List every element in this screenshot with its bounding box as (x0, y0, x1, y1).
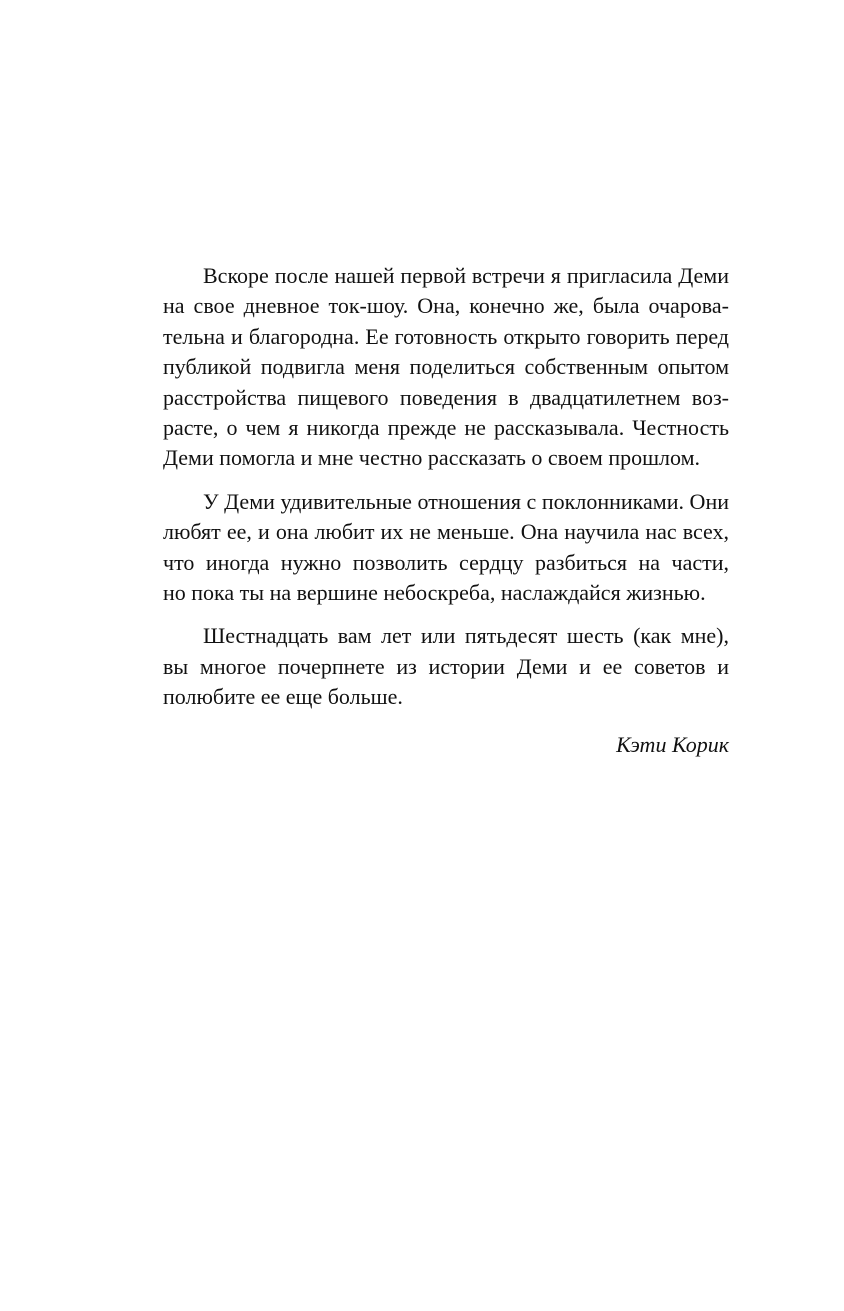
text-line: тельна и благородна. Ее готовность открыто говорить перед (163, 323, 729, 349)
text-line: У Деми удивительные отношения с поклонниками. Они (203, 488, 729, 514)
paragraph-spacer (163, 474, 729, 487)
paragraph (163, 487, 729, 609)
text-line: расстройства пищевого поведения в двадцатилетнем воз- (163, 384, 729, 410)
author-signature: Кэти Корик (616, 732, 729, 758)
text-line: что иногда нужно позволить сердцу разбиться на части, (163, 549, 729, 575)
text-line: но пока ты на вершине небоскреба, наслаждайся жизнью. (163, 579, 706, 605)
text-line: Деми помогла и мне честно рассказать о своем прошлом. (163, 445, 701, 471)
paragraph (163, 621, 729, 712)
text-line: расте, о чем я никогда прежде не рассказывала. Честность (163, 414, 729, 440)
paragraph (163, 261, 729, 474)
text-line: полюбите ее еще больше. (163, 684, 403, 710)
text-line: Шестнадцать вам лет или пятьдесят шесть (как мне), (203, 623, 729, 649)
text-line: любят ее, и она любит их не меньше. Она научила нас всех, (163, 519, 729, 545)
page-text (163, 261, 729, 761)
text-line: на свое дневное ток-шоу. Она, конечно же, была очарова- (163, 293, 729, 319)
text-line: Вскоре после нашей первой встречи я пригласила Деми (203, 263, 729, 288)
text-line: публикой подвигла меня поделиться собственным опытом (163, 354, 729, 380)
paragraph-spacer (163, 608, 729, 621)
text-line: вы многое почерпнете из истории Деми и ее советов и (163, 653, 729, 679)
